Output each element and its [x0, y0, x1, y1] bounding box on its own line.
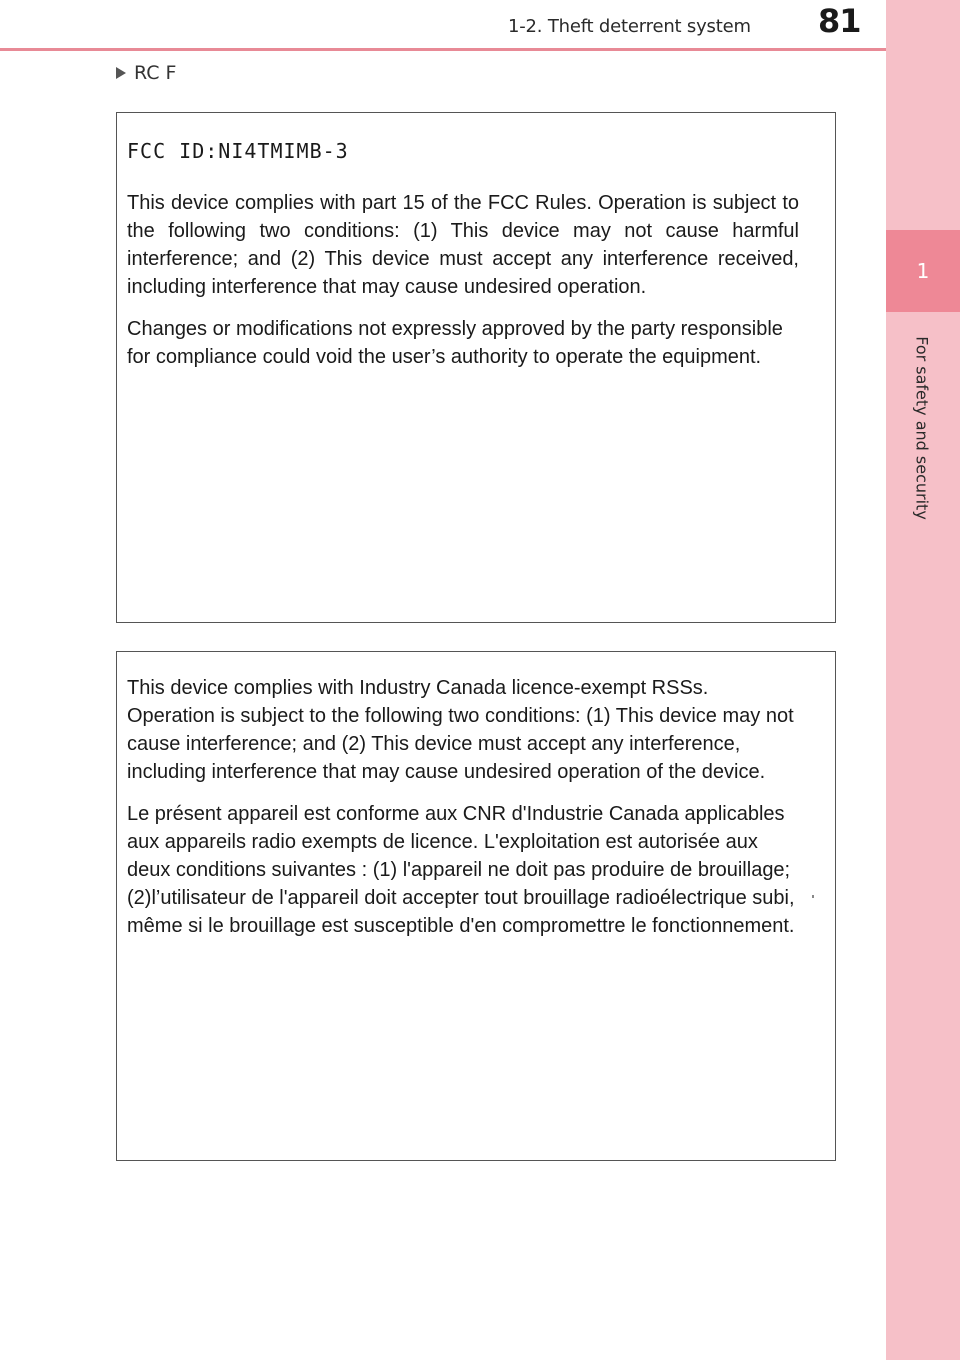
- side-tab: [886, 0, 960, 1360]
- fcc-compliance-paragraph: This device complies with part 15 of the FCC Rules. Operation is subject to the following two conditions: (1) This device may not cause harmful interference; and (2) This device must accept any interference received, including interference that may cause undesired operation.: [127, 192, 799, 298]
- chapter-label: For safety and security: [912, 336, 932, 520]
- section-title: 1-2. Theft deterrent system: [508, 16, 751, 37]
- ic-french-paragraph: Le présent appareil est conforme aux CNR d'Industrie Canada applicables aux appareils radio exempts de licence. L'exploitation est autorisée aux deux conditions suivantes : (1) l'appareil ne doit pas produire de brouillage; (2)l’utilisateur de l'appareil doit accepter tout brouillage radioélectrique subi, même si le brouillage est susceptible d'en compromettre le fonctionnement.: [127, 803, 795, 937]
- print-speck: [812, 895, 814, 898]
- model-heading: [116, 62, 177, 84]
- model-heading-text: RC F: [134, 62, 177, 84]
- chapter-tab[interactable]: [886, 230, 960, 312]
- fcc-label-box: [116, 112, 836, 623]
- fcc-id: FCC ID:NI4TMIMB-3: [127, 139, 349, 163]
- fcc-modification-paragraph: Changes or modifications not expressly approved by the party responsible for compliance could void the user’s authority to operate the equipment.: [127, 318, 783, 368]
- triangle-right-icon: [116, 67, 126, 79]
- ic-english-paragraph: This device complies with Industry Canada licence-exempt RSSs. Operation is subject to the following two conditions: (1) This device may not cause interference; and (2) This device must accept any interference, including interference that may cause undesired operation of the device.: [127, 677, 794, 783]
- chapter-number: 1: [916, 259, 930, 283]
- ic-label-box: [116, 651, 836, 1161]
- page-number: 81: [818, 2, 861, 40]
- header-divider: [0, 48, 886, 51]
